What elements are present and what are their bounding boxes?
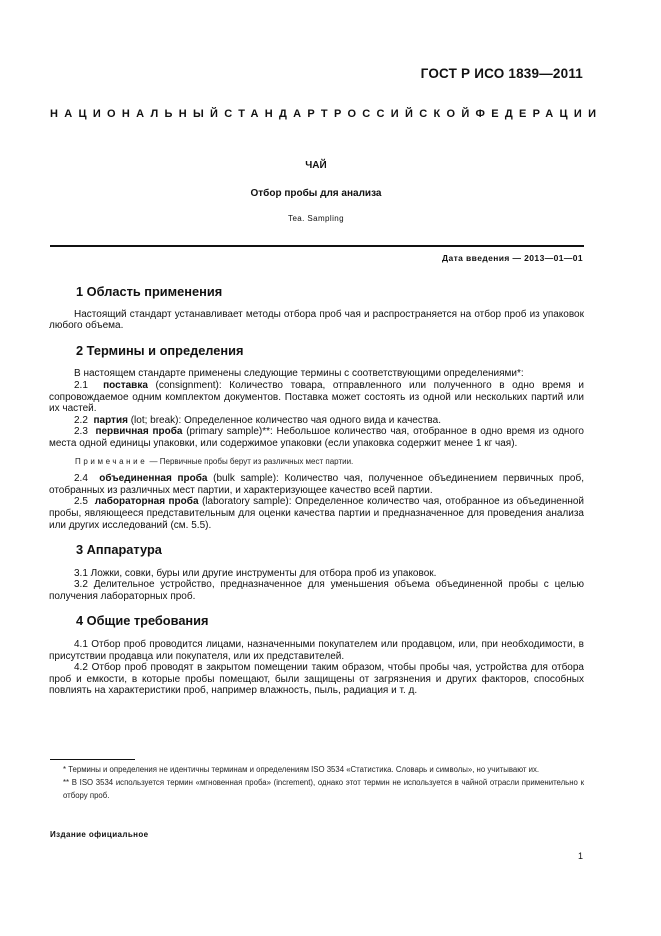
document-code: ГОСТ Р ИСО 1839—2011: [420, 66, 583, 81]
note-text: — Первичные пробы берут из различных мест партии.: [147, 456, 354, 466]
section-4-heading: 4 Общие требования: [76, 613, 209, 629]
term-number: 2.5: [74, 496, 88, 508]
section-1-heading: 1 Область применения: [76, 284, 223, 299]
footnote-1: * Термины и определения не идентичны терминам и определениям ISO 3534 «Статистика. Словарь и символы», но учитывают их.: [63, 765, 540, 774]
term-2-4: [49, 473, 584, 496]
english-title: Tea. Sampling: [288, 214, 344, 223]
national-word-4: ФЕДЕРАЦИИ: [475, 108, 603, 120]
page-number: 1: [577, 851, 583, 861]
document-body: [49, 284, 585, 697]
section-2-intro: В настоящем стандарте применены следующие термины с соответствующими определениями*:: [74, 368, 524, 380]
term-definition: (primary sample)**: Небольшое количество чая, отобранное в одно время из одного места одной единицы упаковки, или содержимое упаковки (если упаковка содержит менее 1 кг чая).: [49, 426, 584, 449]
national-word-1: НАЦИОНАЛЬНЫЙ: [50, 108, 225, 120]
term-name: поставка: [103, 379, 148, 391]
footnotes: [50, 764, 584, 802]
note-label: Примечание: [75, 456, 148, 466]
footnote-divider: [50, 759, 135, 760]
introduction-date: Дата введения — 2013—01—01: [442, 253, 583, 263]
section-4-paragraph-1: 4.1 Отбор проб проводится лицами, назначенными покупателем или продавцом, или, при необходимости, в присутствии продавца или покупателя, или их представителей.: [49, 639, 584, 662]
footnote-2: ** В ISO 3534 используется термин «мгновенная проба» (increment), однако этот термин не используется в чайной отрасли применительно к отбору проб.: [63, 777, 584, 800]
term-definition: (laboratory sample): Определенное количество чая, отобранное из объединенной пробы, являющееся представительным для оценки качества партии и предназначенное для проведения анализа или других исследований (см. 5.5).: [49, 496, 585, 531]
term-name: объединенная проба: [99, 473, 208, 485]
term-number: 2.4: [74, 473, 88, 485]
section-3-paragraph-2: 3.2 Делительное устройство, предназначенное для уменьшения объема объединенной пробы с целью получения лабораторных проб.: [49, 579, 584, 602]
section-3-heading: 3 Аппаратура: [76, 542, 162, 558]
section-3-paragraph-1: 3.1 Ложки, совки, буры или другие инструменты для отбора проб из упаковок.: [74, 567, 437, 579]
term-number: 2.1: [74, 379, 88, 391]
note: [74, 456, 584, 468]
official-edition-label: Издание официальное: [50, 830, 149, 839]
term-name: лабораторная проба: [94, 496, 199, 508]
section-1-paragraph: Настоящий стандарт устанавливает методы отбора проб чая и распространяется на отбор проб из упаковок любого объема.: [49, 308, 584, 332]
term-name: первичная проба: [95, 426, 183, 438]
title-divider: [50, 245, 584, 247]
national-standard-heading: [50, 108, 603, 120]
section-4-paragraph-2: 4.2 Отбор проб проводят в закрытом помещении таким образом, чтобы пробы чая, устройства для отбора проб и емкости, в которые пробы помещают, были защищены от загрязнения и других факторов, способных повлиять на характеристики проб, например влажность, пыль, радиация и т. д.: [49, 662, 584, 697]
document-title: ЧАЙ: [305, 160, 327, 171]
term-definition: (lot; break): Определенное количество чая одного вида и качества.: [127, 414, 441, 426]
term-2-3: [49, 426, 584, 449]
document-subtitle: Отбор пробы для анализа: [250, 188, 382, 199]
term-definition: (consignment): Количество товара, отправленного или полученного в одно время и сопровождаемое одним комплектом документов. Поставка может состоять из одной или нескольких партий или их частей.: [49, 379, 584, 415]
term-2-1: [49, 380, 584, 415]
term-2-2: [49, 415, 584, 427]
national-word-3: РОССИЙСКОЙ: [333, 108, 476, 120]
term-number: 2.3: [74, 426, 88, 438]
term-definition: (bulk sample): Количество чая, полученное объединением первичных проб, отобранных из различных мест партии, и характеризующее качество всей партии.: [49, 473, 584, 496]
national-word-2: СТАНДАРТ: [224, 108, 334, 120]
term-number: 2.2: [74, 414, 88, 426]
term-2-5: [49, 496, 584, 531]
term-name: партия: [93, 414, 128, 426]
section-2-heading: 2 Термины и определения: [76, 342, 244, 358]
